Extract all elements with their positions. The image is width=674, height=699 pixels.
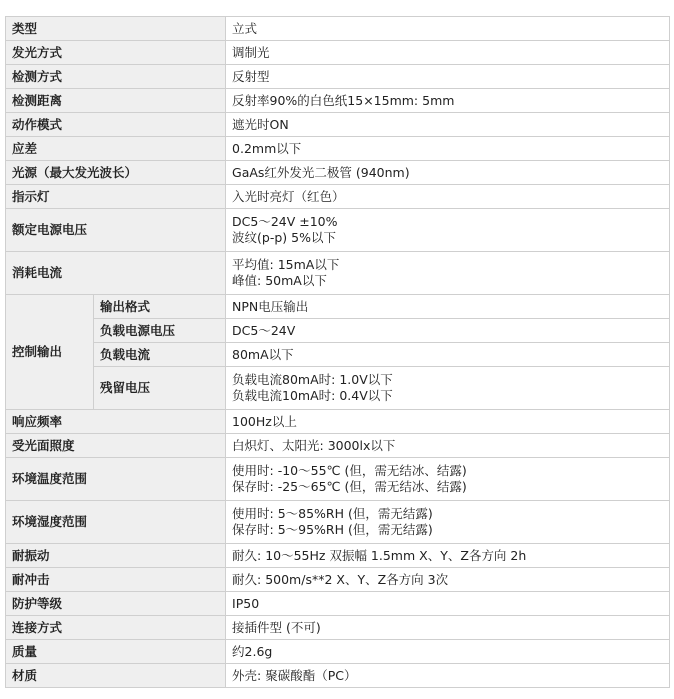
spec-row xyxy=(6,343,670,367)
spec-label: 消耗电流 xyxy=(6,252,226,295)
spec-table xyxy=(5,16,670,688)
spec-value-line: 平均值: 15mA以下 xyxy=(232,257,340,272)
spec-row xyxy=(6,185,670,209)
spec-label: 连接方式 xyxy=(6,616,226,640)
spec-label: 发光方式 xyxy=(6,41,226,65)
spec-value-line: DC5～24V xyxy=(232,322,296,338)
spec-label: 质量 xyxy=(6,640,226,664)
spec-value xyxy=(226,65,670,89)
group-label: 控制输出 xyxy=(6,295,94,410)
sub-label: 负载电源电压 xyxy=(94,319,226,343)
spec-row xyxy=(6,410,670,434)
spec-label: 光源（最大发光波长） xyxy=(6,161,226,185)
spec-row xyxy=(6,458,670,501)
spec-value xyxy=(226,319,670,343)
spec-value-line: 入光时亮灯（红色） xyxy=(232,188,345,204)
spec-row xyxy=(6,367,670,410)
spec-value xyxy=(226,89,670,113)
spec-value-line: GaAs红外发光二极管 (940nm) xyxy=(232,164,410,180)
spec-row xyxy=(6,113,670,137)
spec-value xyxy=(226,640,670,664)
spec-row xyxy=(6,501,670,544)
spec-value xyxy=(226,17,670,41)
spec-label: 应差 xyxy=(6,137,226,161)
spec-value-line: 白炽灯、太阳光: 3000lx以下 xyxy=(232,437,396,453)
spec-value xyxy=(226,568,670,592)
spec-value-line: 保存时: -25～65℃ (但，需无结冰、结露) xyxy=(232,479,467,494)
spec-value-line: 负载电流10mA时: 0.4V以下 xyxy=(232,388,393,403)
spec-value xyxy=(226,41,670,65)
spec-value xyxy=(226,544,670,568)
spec-value xyxy=(226,367,670,410)
spec-value-line: 反射型 xyxy=(232,68,270,84)
spec-row xyxy=(6,137,670,161)
spec-value-line: 接插件型 (不可) xyxy=(232,619,321,635)
spec-label: 额定电源电压 xyxy=(6,209,226,252)
spec-value xyxy=(226,252,670,295)
spec-value-line: 负载电流80mA时: 1.0V以下 xyxy=(232,372,393,387)
spec-value-line: 耐久: 500m/s**2 X、Y、Z各方向 3次 xyxy=(232,571,449,587)
spec-value-line: 约2.6g xyxy=(232,643,273,659)
spec-label: 检测方式 xyxy=(6,65,226,89)
spec-value xyxy=(226,209,670,252)
spec-value xyxy=(226,410,670,434)
spec-value xyxy=(226,501,670,544)
spec-label: 受光面照度 xyxy=(6,434,226,458)
spec-value xyxy=(226,113,670,137)
spec-label: 响应频率 xyxy=(6,410,226,434)
spec-value-line: 使用时: 5～85%RH (但，需无结露) xyxy=(232,506,433,521)
spec-row xyxy=(6,544,670,568)
spec-value xyxy=(226,616,670,640)
spec-row xyxy=(6,568,670,592)
spec-label: 类型 xyxy=(6,17,226,41)
spec-value-line: IP50 xyxy=(232,595,260,611)
spec-row xyxy=(6,161,670,185)
spec-value-line: 波纹(p-p) 5%以下 xyxy=(232,230,336,245)
spec-label: 防护等级 xyxy=(6,592,226,616)
spec-value xyxy=(226,137,670,161)
spec-value xyxy=(226,185,670,209)
spec-row xyxy=(6,65,670,89)
spec-label: 材质 xyxy=(6,664,226,688)
spec-label: 耐振动 xyxy=(6,544,226,568)
spec-label: 环境温度范围 xyxy=(6,458,226,501)
spec-row xyxy=(6,664,670,688)
spec-label: 检测距离 xyxy=(6,89,226,113)
spec-row xyxy=(6,252,670,295)
spec-value-line: DC5～24V ±10% xyxy=(232,214,338,229)
spec-row xyxy=(6,89,670,113)
spec-value-line: 耐久: 10～55Hz 双振幅 1.5mm X、Y、Z各方向 2h xyxy=(232,547,527,563)
spec-value xyxy=(226,434,670,458)
spec-row xyxy=(6,592,670,616)
spec-label: 指示灯 xyxy=(6,185,226,209)
spec-row xyxy=(6,209,670,252)
spec-value xyxy=(226,343,670,367)
spec-row xyxy=(6,319,670,343)
spec-value-line: 遮光时ON xyxy=(232,116,289,132)
spec-value-line: 使用时: -10～55℃ (但，需无结冰、结露) xyxy=(232,463,467,478)
sub-label: 残留电压 xyxy=(94,367,226,410)
spec-row xyxy=(6,295,670,319)
spec-value-line: 反射率90%的白色纸15×15mm: 5mm xyxy=(232,92,455,108)
spec-value xyxy=(226,664,670,688)
spec-value xyxy=(226,161,670,185)
spec-row xyxy=(6,17,670,41)
spec-value-line: 峰值: 50mA以下 xyxy=(232,273,327,288)
spec-value-line: 0.2mm以下 xyxy=(232,140,302,156)
spec-value xyxy=(226,592,670,616)
spec-row xyxy=(6,41,670,65)
spec-value-line: 外壳: 聚碳酸酯（PC） xyxy=(232,667,357,683)
spec-value-line: 调制光 xyxy=(232,44,270,60)
spec-value xyxy=(226,295,670,319)
spec-row xyxy=(6,640,670,664)
spec-value xyxy=(226,458,670,501)
spec-value-line: 立式 xyxy=(232,20,258,36)
spec-row xyxy=(6,616,670,640)
spec-value-line: NPN电压输出 xyxy=(232,298,309,314)
sub-label: 输出格式 xyxy=(94,295,226,319)
spec-label: 耐冲击 xyxy=(6,568,226,592)
spec-row xyxy=(6,434,670,458)
spec-value-line: 100Hz以上 xyxy=(232,413,297,429)
spec-label: 环境湿度范围 xyxy=(6,501,226,544)
spec-value-line: 保存时: 5～95%RH (但，需无结露) xyxy=(232,522,433,537)
spec-value-line: 80mA以下 xyxy=(232,346,294,362)
sub-label: 负载电流 xyxy=(94,343,226,367)
spec-label: 动作模式 xyxy=(6,113,226,137)
